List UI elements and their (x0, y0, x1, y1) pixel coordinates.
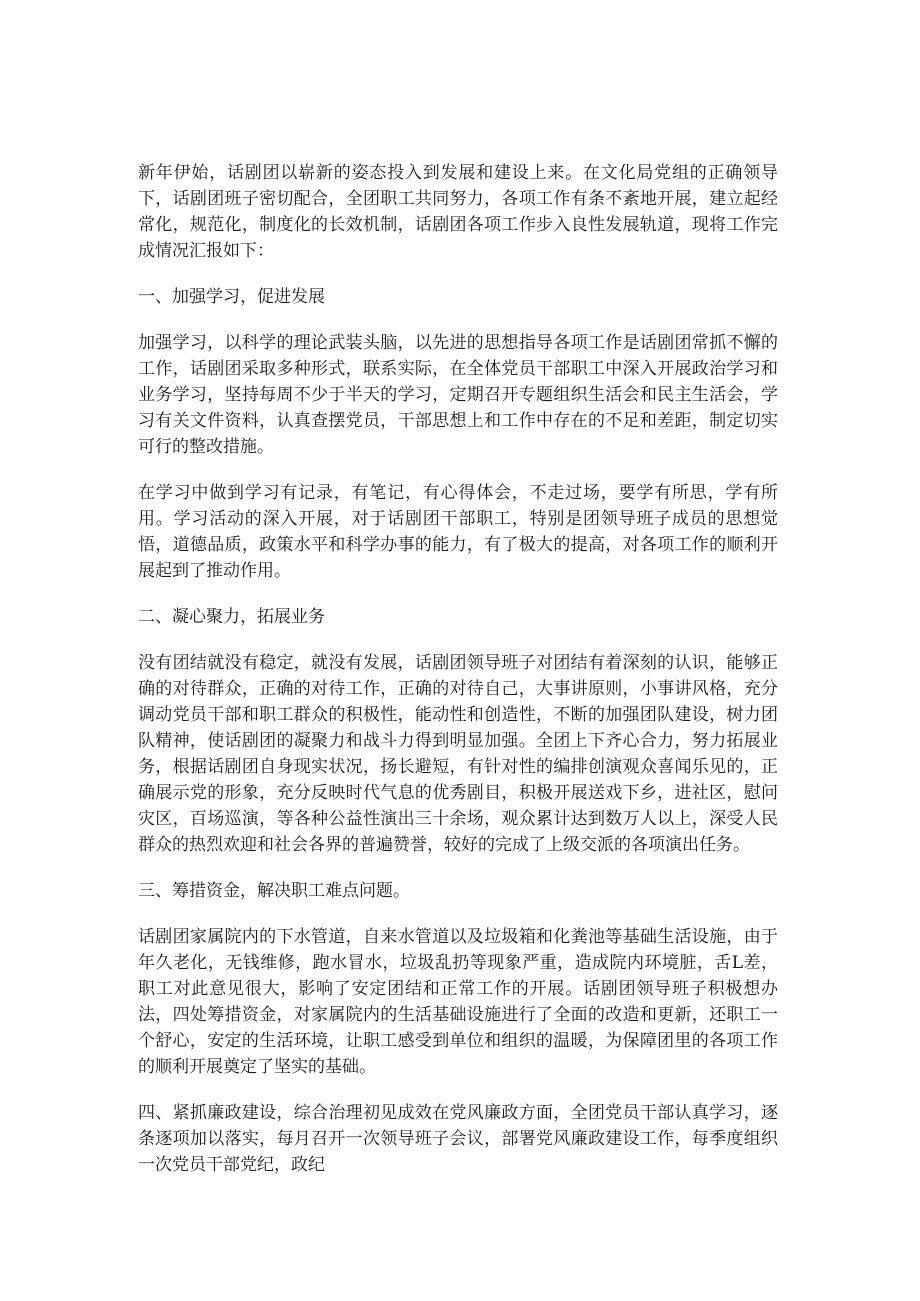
section-heading-3: 三、筹措资金，解决职工难点问题。 (138, 881, 410, 901)
paragraph-unity: 没有团结就没有稳定，就没有发展，话剧团领导班子对团结有着深刻的认识，能够正确的对待群众，正确的对待工作，正确的对待自己，大事讲原则，小事讲风格，充分调动党员干部和职工群众的积极性，能动性和创造性，不断的加强团队建设，树力团队精神，使话剧团的凝聚力和战斗力得到明显加强。全团上下齐心合力，努力拓展业务，根据话剧团自身现实状况，扬长避短，有针对性的编排创演观众喜闻乐见的，正确展示党的形象，充分反映时代气息的优秀剧目，积极开展送戏下乡，进社区，慰问灾区，百场巡演，等各种公益性演出三十余场，观众累计达到数万人以上，深受人民群众的热烈欢迎和社会各界的普遍赞誉，较好的完成了上级交派的各项演出任务。 (138, 653, 778, 855)
paragraph-study-1: 加强学习，以科学的理论武装头脑，以先进的思想指导各项工作是话剧团常抓不懈的工作，话剧团采取多种形式，联系实际，在全体党员干部职工中深入开展政治学习和业务学习，坚持每周不少于半天的学习，定期召开专题组织生活会和民主生活会，学习有关文件资料，认真查摆党员，干部思想上和工作中存在的不足和差距，制定切实可行的整改措施。 (138, 333, 778, 457)
paragraph-intro: 新年伊始，话剧团以崭新的姿态投入到发展和建设上来。在文化局党组的正确领导下，话剧团班子密切配合，全团职工共同努力，各项工作有条不紊地开展，建立起经常化，规范化，制度化的长效机制，话剧团各项工作步入良性发展轨道，现将工作完成情况汇报如下： (138, 163, 778, 261)
paragraph-funding: 话剧团家属院内的下水管道，自来水管道以及垃圾箱和化粪池等基础生活设施，由于年久老化，无钱维修，跑水冒水，垃圾乱扔等现象严重，造成院内环境脏，舌L差，职工对此意见很大，影响了安定团结和正常工作的开展。话剧团领导班子积极想办法，四处筹措资金，对家属院内的生活基础设施进行了全面的改造和更新，还职工一个舒心，安定的生活环境，让职工感受到单位和组织的温暖，为保障团里的各项工作的顺利开展奠定了坚实的基础。 (138, 927, 778, 1077)
document-body (138, 160, 778, 1198)
section-heading-1: 一、加强学习，促进发展 (138, 287, 325, 307)
paragraph-integrity: 四、紧抓廉政建设，综合治理初见成效在党风廉政方面，全团党员干部认真学习，逐条逐项加以落实，每月召开一次领导班子会议，部署党风廉政建设工作，每季度组织一次党员干部党纪，政纪 (138, 1103, 778, 1175)
section-heading-2: 二、凝心聚力，拓展业务 (138, 607, 325, 627)
paragraph-study-2: 在学习中做到学习有记录，有笔记，有心得体会，不走过场，要学有所思，学有所用。学习活动的深入开展，对于话剧团干部职工，特别是团领导班子成员的思想觉悟，道德品质，政策水平和科学办事的能力，有了极大的提高，对各项工作的顺利开展起到了推动作用。 (138, 483, 778, 581)
